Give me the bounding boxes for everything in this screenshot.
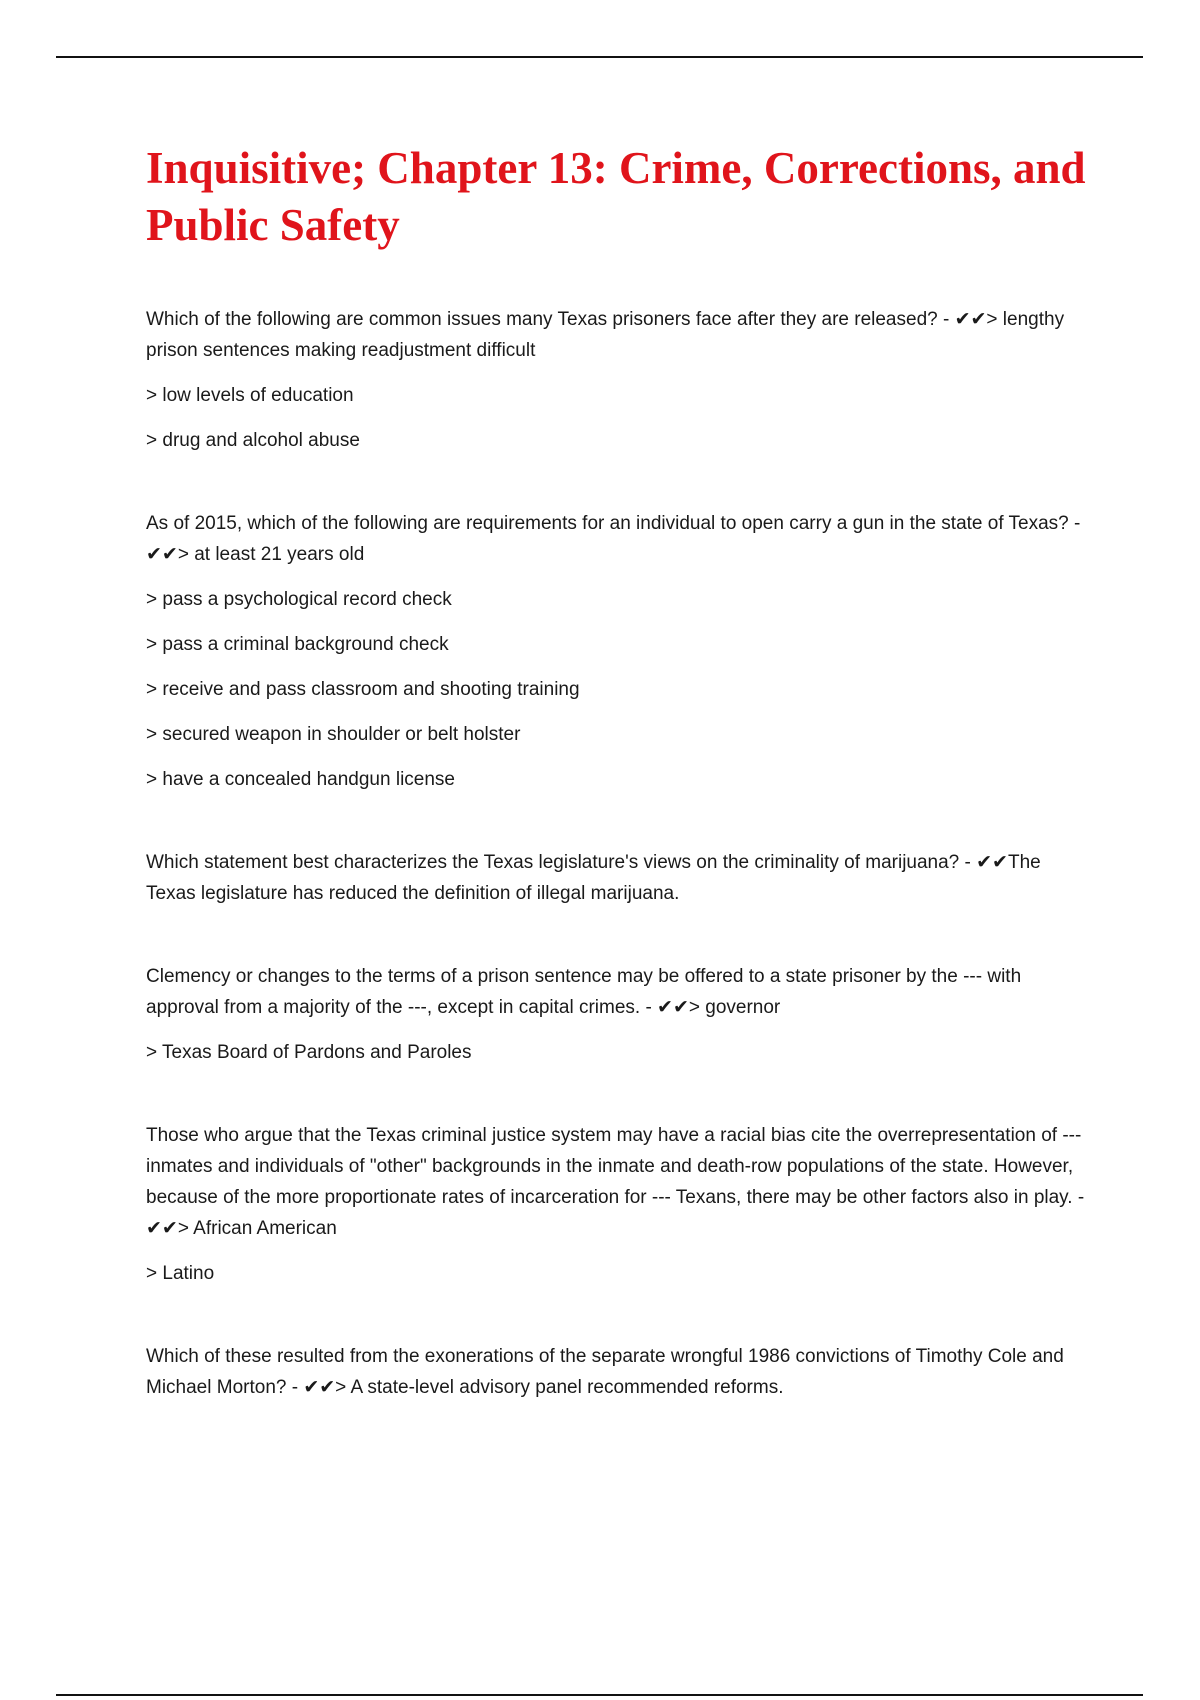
qa-block xyxy=(146,847,1086,909)
answer-option: > have a concealed handgun license xyxy=(146,769,455,790)
answer-option: > low levels of education xyxy=(146,385,354,406)
qa-block xyxy=(146,508,1086,795)
answer-option: > pass a psychological record check xyxy=(146,589,452,610)
document-content xyxy=(146,140,1086,1403)
qa-block xyxy=(146,1120,1086,1289)
answer-option: > receive and pass classroom and shooting training xyxy=(146,679,580,700)
question-text: As of 2015, which of the following are requirements for an individual to open carry a gun in the state of Texas? - ✔✔> at least 21 years old xyxy=(146,513,1081,565)
bottom-rule xyxy=(56,1694,1143,1696)
question-text: Which statement best characterizes the Texas legislature's views on the criminality of marijuana? - ✔✔The Texas legislature has reduced the definition of illegal marijuana. xyxy=(146,852,1041,904)
top-rule xyxy=(56,56,1143,58)
qa-block xyxy=(146,1341,1086,1403)
answer-option: > Latino xyxy=(146,1263,215,1284)
question-text: Clemency or changes to the terms of a prison sentence may be offered to a state prisoner by the --- with approval from a majority of the ---, except in capital crimes. - ✔✔> governor xyxy=(146,966,1022,1018)
question-text: Which of the following are common issues many Texas prisoners face after they are released? - ✔✔> lengthy prison sentences making readjustment difficult xyxy=(146,309,1065,361)
question-text: Which of these resulted from the exonerations of the separate wrongful 1986 convictions of Timothy Cole and Michael Morton? - ✔✔> A state-level advisory panel recommended reforms. xyxy=(146,1346,1064,1398)
answer-option: > secured weapon in shoulder or belt holster xyxy=(146,724,521,745)
answer-option: > drug and alcohol abuse xyxy=(146,430,360,451)
question-text: Those who argue that the Texas criminal justice system may have a racial bias cite the overrepresentation of --- inmates and individuals of "other" backgrounds in the inmate and death-row populations of the state. However, because of the more proportionate rates of incarceration for --- Texans, there may be other factors also in play. - ✔✔> African American xyxy=(146,1125,1085,1239)
qa-block xyxy=(146,304,1086,456)
qa-block xyxy=(146,961,1086,1068)
answer-option: > pass a criminal background check xyxy=(146,634,449,655)
page-title: Inquisitive; Chapter 13: Crime, Corrections, and Public Safety xyxy=(146,143,1086,250)
answer-option: > Texas Board of Pardons and Paroles xyxy=(146,1042,472,1063)
